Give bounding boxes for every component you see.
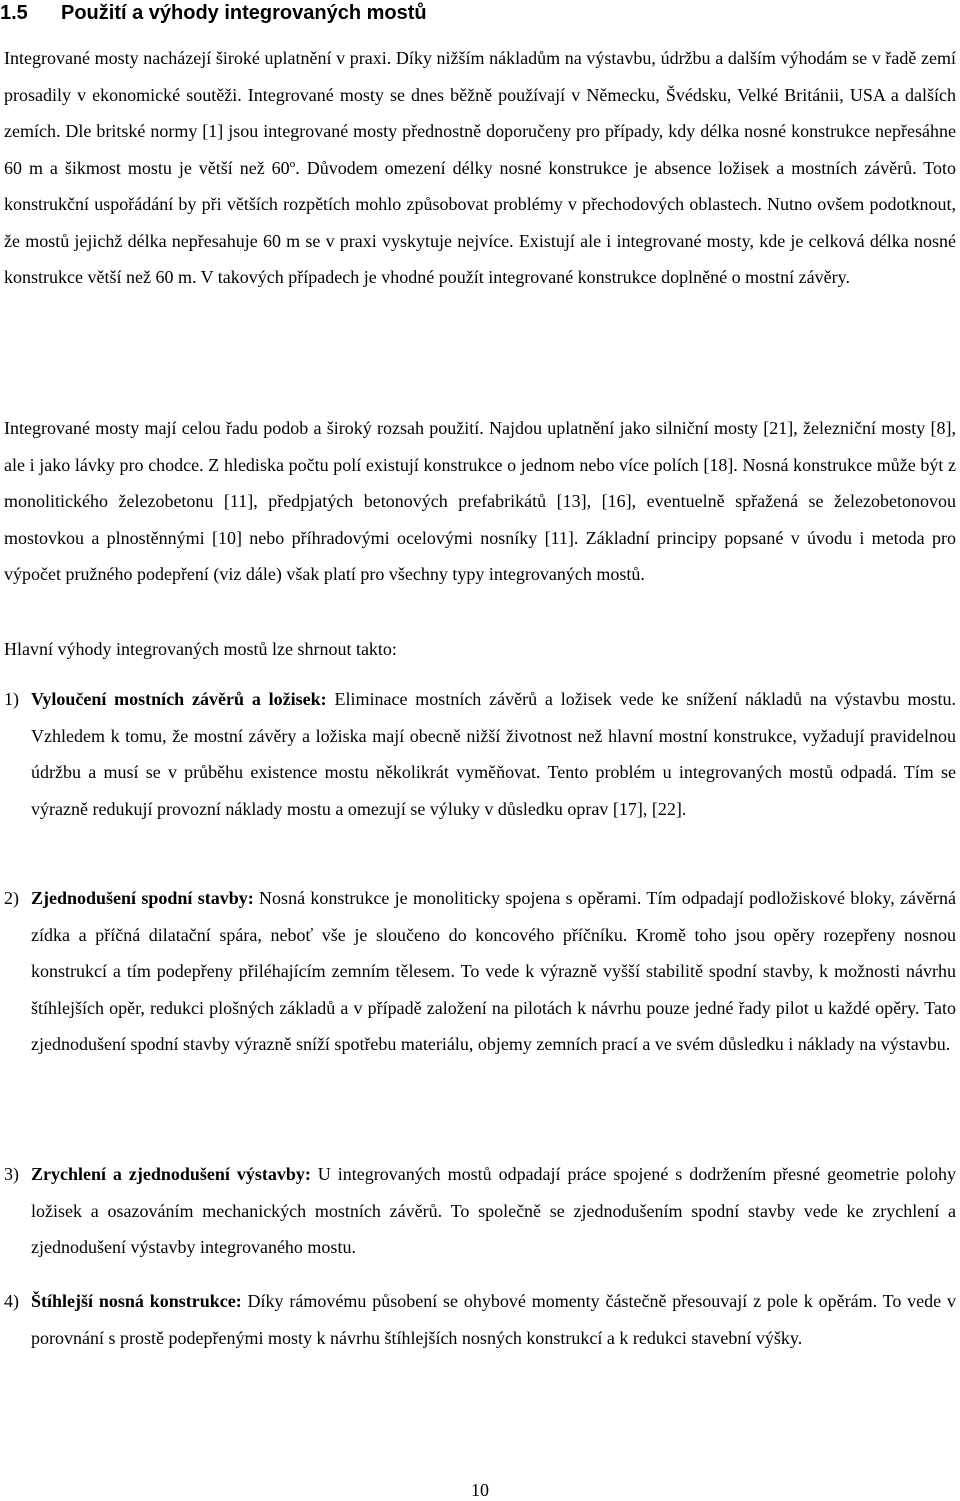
list-item-body [31, 880, 956, 1063]
paragraph-advantages-intro: Hlavní výhody integrovaných mostů lze shrnout takto: [4, 639, 397, 659]
list-item-body [31, 681, 956, 827]
list-item-text: U integrovaných mostů odpadají práce spojené s dodržením přesné geometrie polohy ložisek a osazováním mechanických mostních závěrů. To společně se zjednodušením spodní stavby vede ke zrychlení a zjednodušení výstavby integrovaného mostu. [31, 1164, 956, 1257]
list-item-lead: Zrychlení a zjednodušení výstavby: [31, 1164, 311, 1184]
list-marker: 2) [4, 888, 19, 908]
list-marker: 3) [4, 1164, 19, 1184]
section-number: 1.5 [0, 2, 28, 24]
list-item-text: Eliminace mostních závěrů a ložisek vede ke snížení nákladů na výstavbu mostu. Vzhledem k tomu, že mostní závěry a ložiska mají obecně nižší životnost než hlavní mostní konstrukce, vyžadují pravidelnou údržbu a musí se v průběhu existence mostu několikrát vyměňovat. Tento problém u integrovaných mostů odpadá. Tím se výrazně redukují provozní náklady mostu a omezují se výluky v důsledku oprav [17], [22]. [31, 689, 957, 819]
section-heading [0, 0, 427, 26]
list-item-advantage-3 [4, 1156, 956, 1266]
paragraph-forms: Integrované mosty mají celou řadu podob a široký rozsah použití. Najdou uplatnění jako silniční mosty [21], železniční mosty [8], ale i jako lávky pro chodce. Z hlediska počtu polí existují konstrukce o jednom nebo více polích [18]. Nosná konstrukce může být z monolitického železobetonu [11], předpjatých betonových prefabrikátů [13], [16], eventuelně spřažená se železobetonovou mostovkou a plnostěnnými [10] nebo příhradovými ocelovými nosníky [11]. Základní principy popsané v úvodu i metoda pro výpočet pružného podepření (viz dále) však platí pro všechny typy integrovaných mostů. [4, 418, 956, 584]
list-item-lead: Štíhlejší nosná konstrukce: [31, 1291, 242, 1311]
list-item-text: Nosná konstrukce je monoliticky spojena s opěrami. Tím odpadají podložiskové bloky, závěrná zídka a příčná dilatační spára, neboť vše je sloučeno do koncového příčníku. Kromě toho jsou opěry rozepřeny nosnou konstrukcí a tím podepřeny přiléhajícím zemním tělesem. To vede k výrazně vyšší stabilitě spodní stavby, k možnosti návrhu štíhlejších opěr, redukci plošných základů a v případě založení na pilotách k návrhu pouze jedné řady pilot u každé opěry. Tato zjednodušení spodní stavby výrazně sníží spotřebu materiálu, objemy zemních prací a ve svém důsledku i náklady na výstavbu. [31, 888, 956, 1054]
list-item-advantage-1 [4, 681, 956, 827]
list-item-lead: Vyloučení mostních závěrů a ložisek: [31, 689, 327, 709]
list-item-lead: Zjednodušení spodní stavby: [31, 888, 254, 908]
list-marker: 4) [4, 1291, 19, 1311]
list-item-body [31, 1283, 956, 1356]
list-item-advantage-2 [4, 880, 956, 1063]
section-title: Použití a výhody integrovaných mostů [61, 2, 427, 24]
list-item-body [31, 1156, 956, 1266]
paragraph-usage: Integrované mosty nacházejí široké uplatnění v praxi. Díky nižším nákladům na výstavbu, údržbu a dalším výhodám se v řadě zemí prosadily v ekonomické soutěži. Integrované mosty se dnes běžně používají v Německu, Švédsku, Velké Británii, USA a dalších zemích. Dle britské normy [1] jsou integrované mosty přednostně doporučeny pro případy, kdy délka nosné konstrukce nepřesáhne 60 m a šikmost mostu je větší než 60º. Důvodem omezení délky nosné konstrukce je absence ložisek a mostních závěrů. Toto konstrukční uspořádání by při větších rozpětích mohlo způsobovat problémy v přechodových oblastech. Nutno ovšem podotknout, že mostů jejichž délka nepřesahuje 60 m se v praxi vyskytuje nejvíce. Existují ale i integrované mosty, kde je celková délka nosné konstrukce větší než 60 m. V takových případech je vhodné použít integrované konstrukce doplněné o mostní závěry. [4, 48, 956, 287]
list-item-advantage-4 [4, 1283, 956, 1356]
list-marker: 1) [4, 689, 19, 709]
list-item-text: Díky rámovému působení se ohybové momenty částečně přesouvají z pole k opěrám. To vede v porovnání s prostě podepřenými mosty k návrhu štíhlejších nosných konstrukcí a k redukci stavební výšky. [31, 1291, 956, 1348]
page-number: 10 [471, 1480, 489, 1500]
